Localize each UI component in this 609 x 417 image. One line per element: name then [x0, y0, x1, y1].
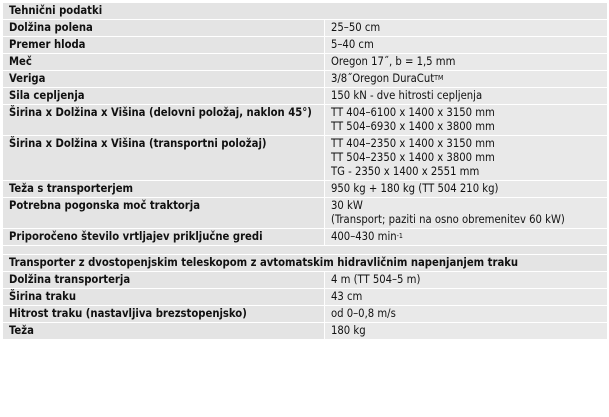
row-value [325, 198, 608, 229]
row-value [325, 181, 608, 198]
value-line: TT 404–6100 x 1400 x 3150 mm [331, 106, 495, 119]
value-line: (Transport; paziti na osno obremenitev 60 kW) [331, 213, 565, 226]
spacer [3, 246, 608, 255]
value-line: od 0–0,8 m/s [331, 307, 396, 320]
row-label: Priporočeno število vrtljajev priključne gredi [3, 229, 325, 246]
section-title: Transporter z dvostopenjskim teleskopom z avtomatskim hidravličnim napenjanjem traku [3, 255, 608, 272]
table-row [3, 54, 608, 71]
table-title: Tehnični podatki [3, 3, 608, 20]
row-value [325, 272, 608, 289]
technical-data-table [2, 2, 608, 340]
value-line: TT 504–2350 x 1400 x 3800 mm [331, 151, 495, 164]
table-row [3, 306, 608, 323]
row-value [325, 71, 608, 88]
row-value [325, 323, 608, 340]
row-value [325, 20, 608, 37]
table-row [3, 20, 608, 37]
row-value [325, 105, 608, 136]
table-row [3, 323, 608, 340]
row-label: Meč [3, 54, 325, 71]
spacer-row [3, 246, 608, 255]
value-line: 5–40 cm [331, 38, 374, 51]
value-line: TT 504–6930 x 1400 x 3800 mm [331, 120, 495, 133]
value-line: 180 kg [331, 324, 366, 337]
value-line: 4 m (TT 504–5 m) [331, 273, 421, 286]
row-label: Potrebna pogonska moč traktorja [3, 198, 325, 229]
row-value [325, 289, 608, 306]
section-header-row [3, 255, 608, 272]
row-label: Širina x Dolžina x Višina (delovni položaj, naklon 45°) [3, 105, 325, 136]
row-label: Širina x Dolžina x Višina (transportni položaj) [3, 136, 325, 181]
table-row [3, 181, 608, 198]
row-value [325, 37, 608, 54]
row-label: Teža s transporterjem [3, 181, 325, 198]
row-label: Sila cepljenja [3, 88, 325, 105]
superscript: -1 [396, 232, 403, 240]
row-label: Premer hloda [3, 37, 325, 54]
value-line: TG - 2350 x 1400 x 2551 mm [331, 165, 480, 178]
value-line: 25–50 cm [331, 21, 381, 34]
value-line: 43 cm [331, 290, 363, 303]
value-line: 150 kN - dve hitrosti cepljenja [331, 89, 483, 102]
row-label: Hitrost traku (nastavljiva brezstopenjsko) [3, 306, 325, 323]
row-value [325, 306, 608, 323]
row-label: Dolžina transporterja [3, 272, 325, 289]
row-value [325, 88, 608, 105]
table-row [3, 198, 608, 229]
table-row [3, 71, 608, 88]
table-row [3, 136, 608, 181]
value-line: 3/8˝Oregon DuraCut™ [331, 72, 444, 85]
value-line: 30 kW [331, 199, 363, 212]
superscript: TM [434, 74, 444, 82]
table-row [3, 229, 608, 246]
value-line: 400–430 $\min^{-1}$ [331, 230, 403, 243]
table-row [3, 272, 608, 289]
value-line: 950 kg + 180 kg (TT 504 210 kg) [331, 182, 499, 195]
table-row [3, 105, 608, 136]
row-value [325, 229, 608, 246]
row-label: Veriga [3, 71, 325, 88]
value-line: TT 404–2350 x 1400 x 3150 mm [331, 137, 495, 150]
value-line: Oregon 17˝, b = 1,5 mm [331, 55, 456, 68]
table-row [3, 88, 608, 105]
table-row [3, 37, 608, 54]
table-header-row [3, 3, 608, 20]
row-label: Širina traku [3, 289, 325, 306]
row-label: Teža [3, 323, 325, 340]
row-label: Dolžina polena [3, 20, 325, 37]
row-value [325, 136, 608, 181]
row-value [325, 54, 608, 71]
table-row [3, 289, 608, 306]
